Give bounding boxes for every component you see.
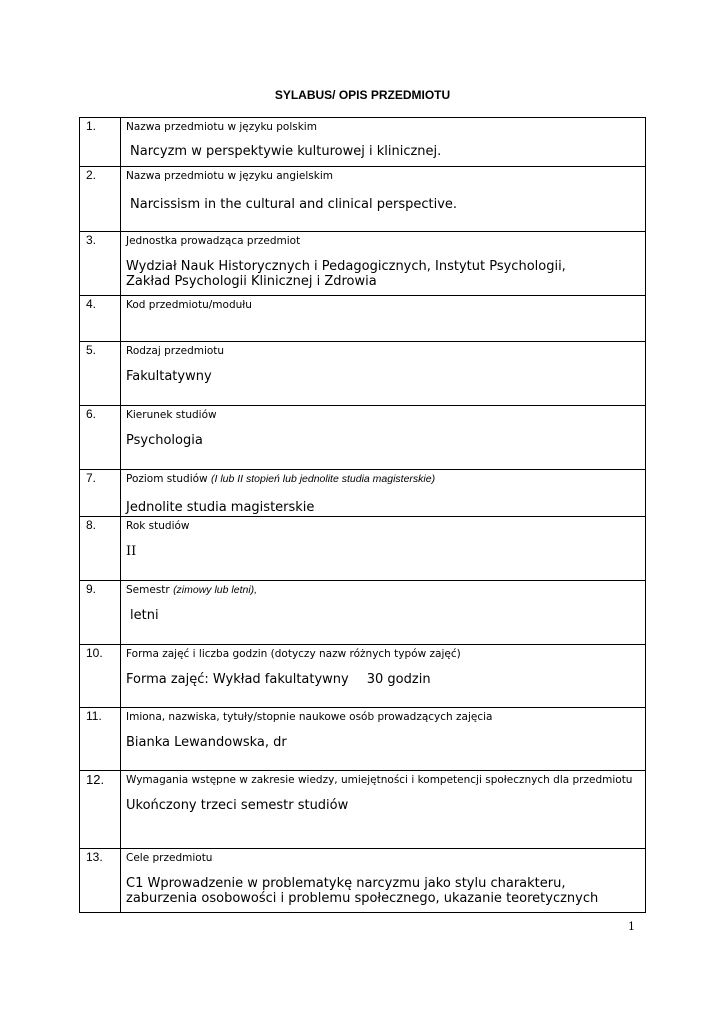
table-row xyxy=(80,645,646,708)
field-value-line: zaburzenia osobowości i problemu społecznego, ukazanie teoretycznych xyxy=(126,891,599,906)
document-title: SYLABUS/ OPIS PRZEDMIOTU xyxy=(274,88,451,102)
row-number: 12. xyxy=(80,771,121,849)
row-content xyxy=(121,296,646,342)
row-number: 1. xyxy=(80,118,121,167)
field-value: Narcissism in the cultural and clinical perspective. xyxy=(130,197,458,212)
field-label-text: Poziom studiów xyxy=(126,473,208,485)
field-value: Jednolite studia magisterskie xyxy=(126,500,315,515)
field-label: Nazwa przedmiotu w języku angielskim xyxy=(126,170,333,182)
row-number: 5. xyxy=(80,342,121,406)
course-hours: 30 godzin xyxy=(366,672,431,687)
field-value xyxy=(126,672,640,687)
field-value: Narcyzm w perspektywie kulturowej i klinicznej. xyxy=(130,144,442,159)
row-content xyxy=(121,771,646,849)
row-content xyxy=(121,406,646,470)
field-label-note: (zimowy lub letni), xyxy=(173,584,258,596)
field-label: Kod przedmiotu/modułu xyxy=(126,299,252,311)
table-row xyxy=(80,470,646,517)
field-label: Cele przedmiotu xyxy=(126,852,213,864)
row-number: 7. xyxy=(80,470,121,517)
row-content xyxy=(121,342,646,406)
field-label: Wymagania wstępne w zakresie wiedzy, umiejętności i kompetencji społecznych dla przedmiotu xyxy=(126,774,633,786)
field-value: letni xyxy=(130,608,159,623)
field-label: Kierunek studiów xyxy=(126,409,217,421)
table-row xyxy=(80,517,646,581)
field-value-line: Wydział Nauk Historycznych i Pedagogicznych, Instytut Psychologii, xyxy=(126,259,566,274)
field-value: Psychologia xyxy=(126,433,203,448)
field-value-line: Zakład Psychologii Klinicznej i Zdrowia xyxy=(126,274,377,289)
row-content xyxy=(121,708,646,771)
table-row xyxy=(80,342,646,406)
field-label: Rodzaj przedmiotu xyxy=(126,345,225,357)
row-content xyxy=(121,167,646,232)
row-number: 3. xyxy=(80,232,121,296)
row-content xyxy=(121,645,646,708)
course-form: Forma zajęć: Wykład fakultatywny xyxy=(126,672,349,687)
field-value: Fakultatywny xyxy=(126,369,212,384)
field-value-line: C1 Wprowadzenie w problematykę narcyzmu jako stylu charakteru, xyxy=(126,876,566,891)
table-row xyxy=(80,232,646,296)
page-number: 1 xyxy=(628,920,635,933)
row-number: 2. xyxy=(80,167,121,232)
table-row xyxy=(80,167,646,232)
field-label xyxy=(126,472,640,486)
row-content xyxy=(121,118,646,167)
row-content xyxy=(121,232,646,296)
table-row xyxy=(80,708,646,771)
field-label-text: Semestr xyxy=(126,584,170,596)
table-row xyxy=(80,771,646,849)
row-number: 13. xyxy=(80,849,121,913)
table-row xyxy=(80,581,646,645)
row-number: 11. xyxy=(80,708,121,771)
row-number: 4. xyxy=(80,296,121,342)
field-value: II xyxy=(126,544,137,559)
row-number: 6. xyxy=(80,406,121,470)
table-row xyxy=(80,849,646,913)
syllabus-table xyxy=(79,117,646,913)
row-content xyxy=(121,581,646,645)
row-content xyxy=(121,517,646,581)
field-label: Jednostka prowadząca przedmiot xyxy=(126,235,301,247)
field-label: Forma zajęć i liczba godzin (dotyczy nazw różnych typów zajęć) xyxy=(126,648,461,660)
table-row xyxy=(80,118,646,167)
field-label xyxy=(126,583,640,597)
field-label: Nazwa przedmiotu w języku polskim xyxy=(126,121,317,133)
row-content xyxy=(121,470,646,517)
field-label: Rok studiów xyxy=(126,520,190,532)
field-label: Imiona, nazwiska, tytuły/stopnie naukowe osób prowadzących zajęcia xyxy=(126,711,493,723)
row-number: 10. xyxy=(80,645,121,708)
field-value: Bianka Lewandowska, dr xyxy=(126,735,287,750)
field-value: Ukończony trzeci semestr studiów xyxy=(126,798,349,813)
row-number: 8. xyxy=(80,517,121,581)
row-number: 9. xyxy=(80,581,121,645)
table-row xyxy=(80,406,646,470)
field-label-note: (I lub II stopień lub jednolite studia magisterskie) xyxy=(210,473,436,485)
row-content xyxy=(121,849,646,913)
table-row xyxy=(80,296,646,342)
